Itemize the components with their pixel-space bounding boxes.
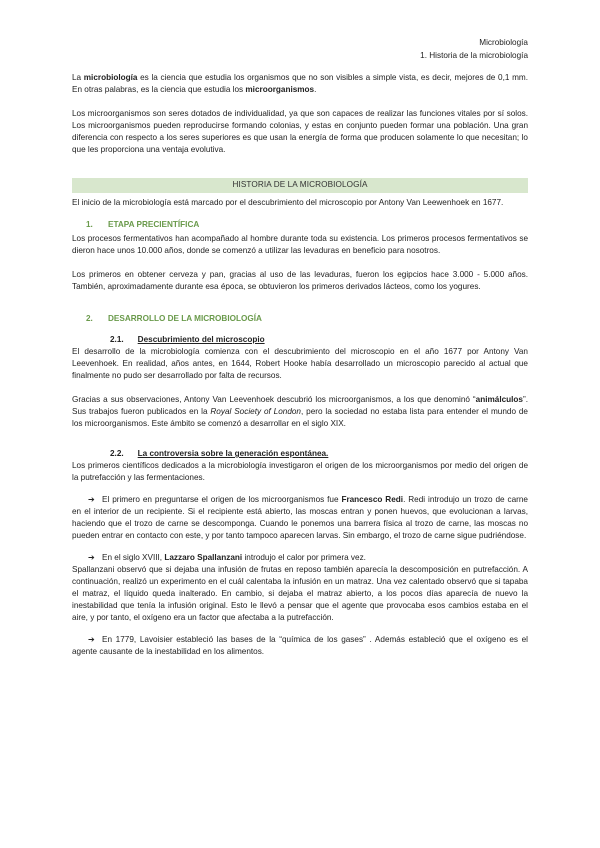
intro-paragraph-1: La microbiología es la ciencia que estudia los organismos que no son visibles a simple vista, es decir, mejores de 0,1 mm. En otras palabras, es la ciencia que estudia los microorganismos. — [72, 73, 528, 94]
section-1-paragraph-1: Los procesos fermentativos han acompañado al hombre durante toda su existencia. Los primeros procesos fermentativos se dieron hace unos 10.000 años, donde se comenzó a utilizar las levaduras en beneficio para nosotros. — [72, 234, 528, 255]
arrow-bullet-icon: ➔ — [88, 635, 95, 644]
lavoisier-paragraph: ➔ En 1779, Lavoisier estableció las bases de la “química de los gases” . Además estableció que el oxígeno es el agente causante de la inestabilidad en los alimentos. — [72, 635, 528, 656]
spallanzani-paragraph: Spallanzani observó que si dejaba una infusión de frutas en reposo también aparecía la descomposición en putrefacción. A continuación, realizó un experimento en el cuál calentaba la infusión en un matraz. Una vez calentado observó que si tapaba el matraz, el líquido queda inalterado. En cambio, si dejaba el matraz abierto, a los pocos días aparecía de nuevo la inestabilidad que tenía la infusión original. Esto le llevó a pensar que el agente que provocaba esos cambios estaba en el aire, y por tanto, el oxígeno era un factor que afectaba a la putrefacción. — [72, 565, 528, 622]
history-section-title: HISTORIA DE LA MICROBIOLOGÍA — [72, 178, 528, 193]
arrow-bullet-icon: ➔ — [88, 553, 95, 562]
history-intro: El inicio de la microbiología está marcado por el descubrimiento del microscopio por Antony Van Leewenhoek en 1677. — [72, 198, 504, 207]
subsection-2-1-paragraph-2: Gracias a sus observaciones, Antony Van Leevenhoek descubrió los microorganismos, a los que denominó “animálculos”. Sus trabajos fueron publicados en la Royal Society of London, pero la sociedad no estaba lista para entender el mundo de los microorganismos. Este ámbito se comenzó a desarrollar en el siglo XIX. — [72, 395, 528, 428]
intro-paragraph-2: Los microorganismos son seres dotados de individualidad, ya que son capaces de realizar las funciones vitales por sí solos. Los microorganismos pueden reproducirse formando colonias, y estas en conjunto pueden formar una población. Una gran diferencia con respecto a los seres superiores es que usan la energía de forma que producen solamente lo que necesitan; lo que les proporciona una ventaja evolutiva. — [72, 109, 528, 154]
subsection-2-2-heading: 2.2. La controversia sobre la generación espontánea. — [110, 449, 329, 458]
subsection-2-2-intro: Los primeros científicos dedicados a la microbiología investigaron el origen de los microorganismos por medio del origen de la putrefacción y las fermentaciones. — [72, 461, 528, 482]
subsection-2-1-paragraph-1: El desarrollo de la microbiología comienza con el descubrimiento del microscopio en el año 1677 por Antony Van Leevenhoek. En realidad, años antes, en 1644, Robert Hooke había desarrollado un microscopio parecido al actual que finalmente no pudo ser desarrollado por falta de recursos. — [72, 347, 528, 380]
subsection-2-1-heading: 2.1. Descubrimiento del microscopio — [110, 335, 265, 344]
arrow-bullet-icon: ➔ — [88, 495, 95, 504]
spallanzani-intro: ➔ En el siglo XVIII, Lazzaro Spallanzani introdujo el calor por primera vez. — [88, 553, 366, 562]
section-2-heading: 2. DESARROLLO DE LA MICROBIOLOGÍA — [86, 314, 262, 323]
section-1-heading: 1. ETAPA PRECIENTÍFICA — [86, 220, 200, 229]
section-1-paragraph-2: Los primeros en obtener cerveza y pan, gracias al uso de las levaduras, fueron los egipcios hace 3.000 - 5.000 años. También, aproximadamente durante esa época, se obtuvieron los primeros derivados lácteos, como los yogures. — [72, 270, 528, 291]
header-subject: Microbiología — [479, 38, 528, 47]
header-chapter: 1. Historia de la microbiología — [420, 50, 528, 60]
redi-paragraph: ➔ El primero en preguntarse el origen de los microorganismos fue Francesco Redi. Redi introdujo un trozo de carne en el interior de un recipiente. Si el recipiente está abierto, las moscas entran y ponen huevos, que evolucionan a larvas, haciendo que el trozo de carne se descomponga. Cuando le ponemos una barrera física al trozo de carne, las moscas no pueden entrar en contacto con este, y por tanto tampoco aparecen larvas. Sin embargo, el trozo de carne sigue pudriéndose. — [72, 495, 528, 540]
page-header — [72, 37, 528, 62]
